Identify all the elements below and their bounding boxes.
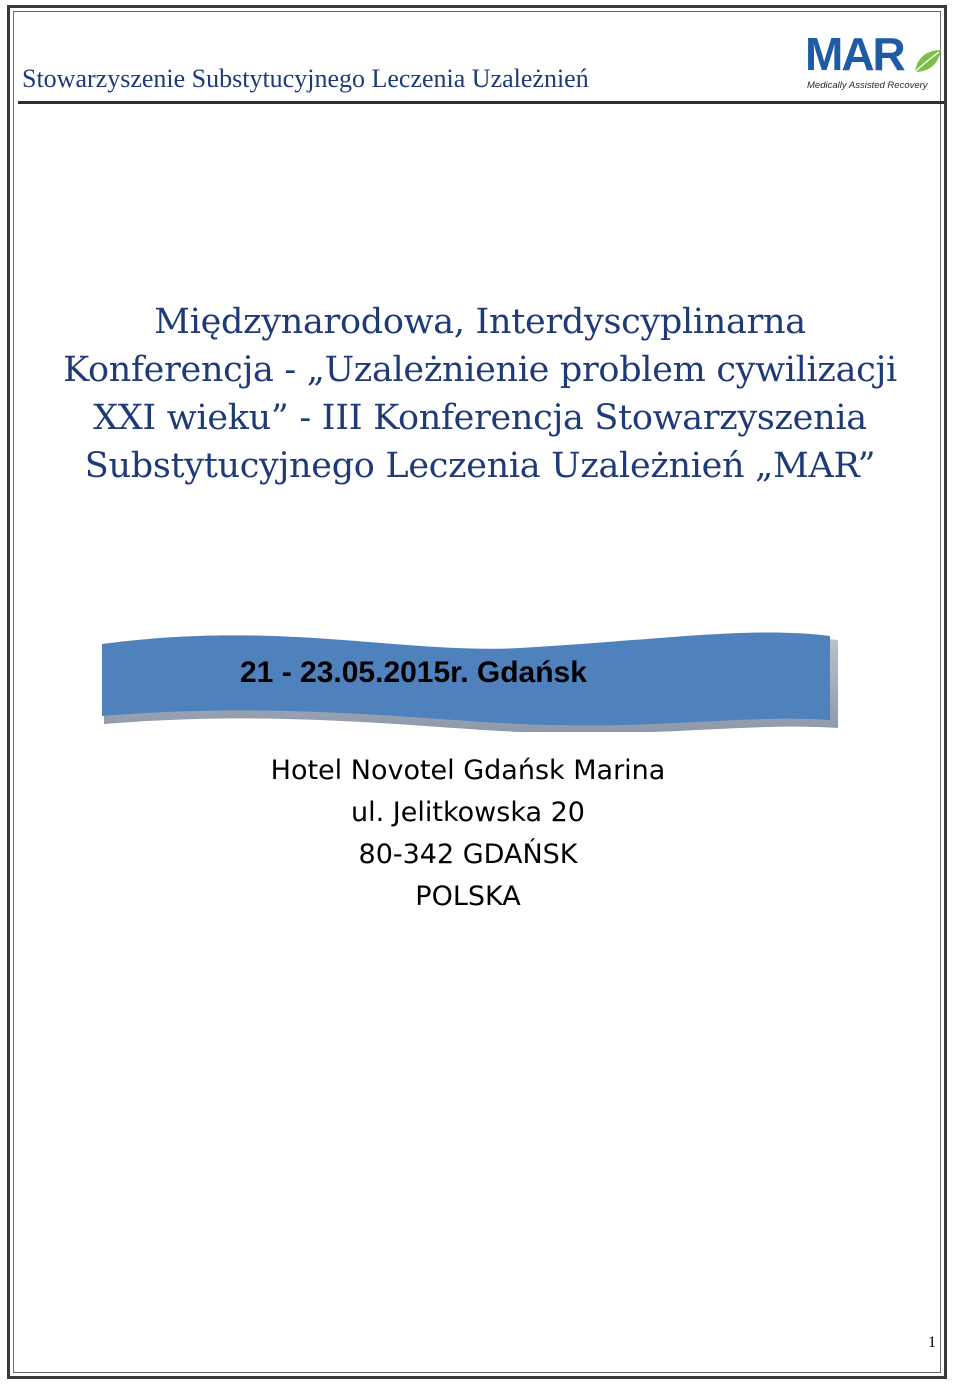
page-number: 1 <box>928 1334 936 1351</box>
title-line: Substytucyjnego Leczenia Uzależnień „MAR” <box>84 446 876 486</box>
logo-text: MAR <box>805 28 904 80</box>
leaf-icon <box>911 46 943 76</box>
title-line: Konferencja - „Uzależnienie problem cywilizacji <box>63 350 897 390</box>
mar-logo <box>805 30 940 98</box>
title-line: XXI wieku” - III Konferencja Stowarzyszenia <box>93 398 867 438</box>
venue-postal-city: 80-342 GDAŃSK <box>358 839 578 870</box>
banner-date-location: 21 - 23.05.2015r. Gdańsk <box>240 656 587 689</box>
header-divider <box>18 101 944 104</box>
header-organization: Stowarzyszenie Substytucyjnego Leczenia Uzależnień <box>22 64 589 93</box>
conference-title <box>0 298 960 490</box>
venue-country: POLSKA <box>415 881 521 912</box>
venue-hotel: Hotel Novotel Gdańsk Marina <box>270 755 666 786</box>
title-line: Międzynarodowa, Interdyscyplinarna <box>154 302 806 342</box>
venue-address <box>0 750 936 918</box>
logo-subtitle: Medically Assisted Recovery <box>807 80 928 91</box>
venue-street: ul. Jelitkowska 20 <box>351 797 585 828</box>
